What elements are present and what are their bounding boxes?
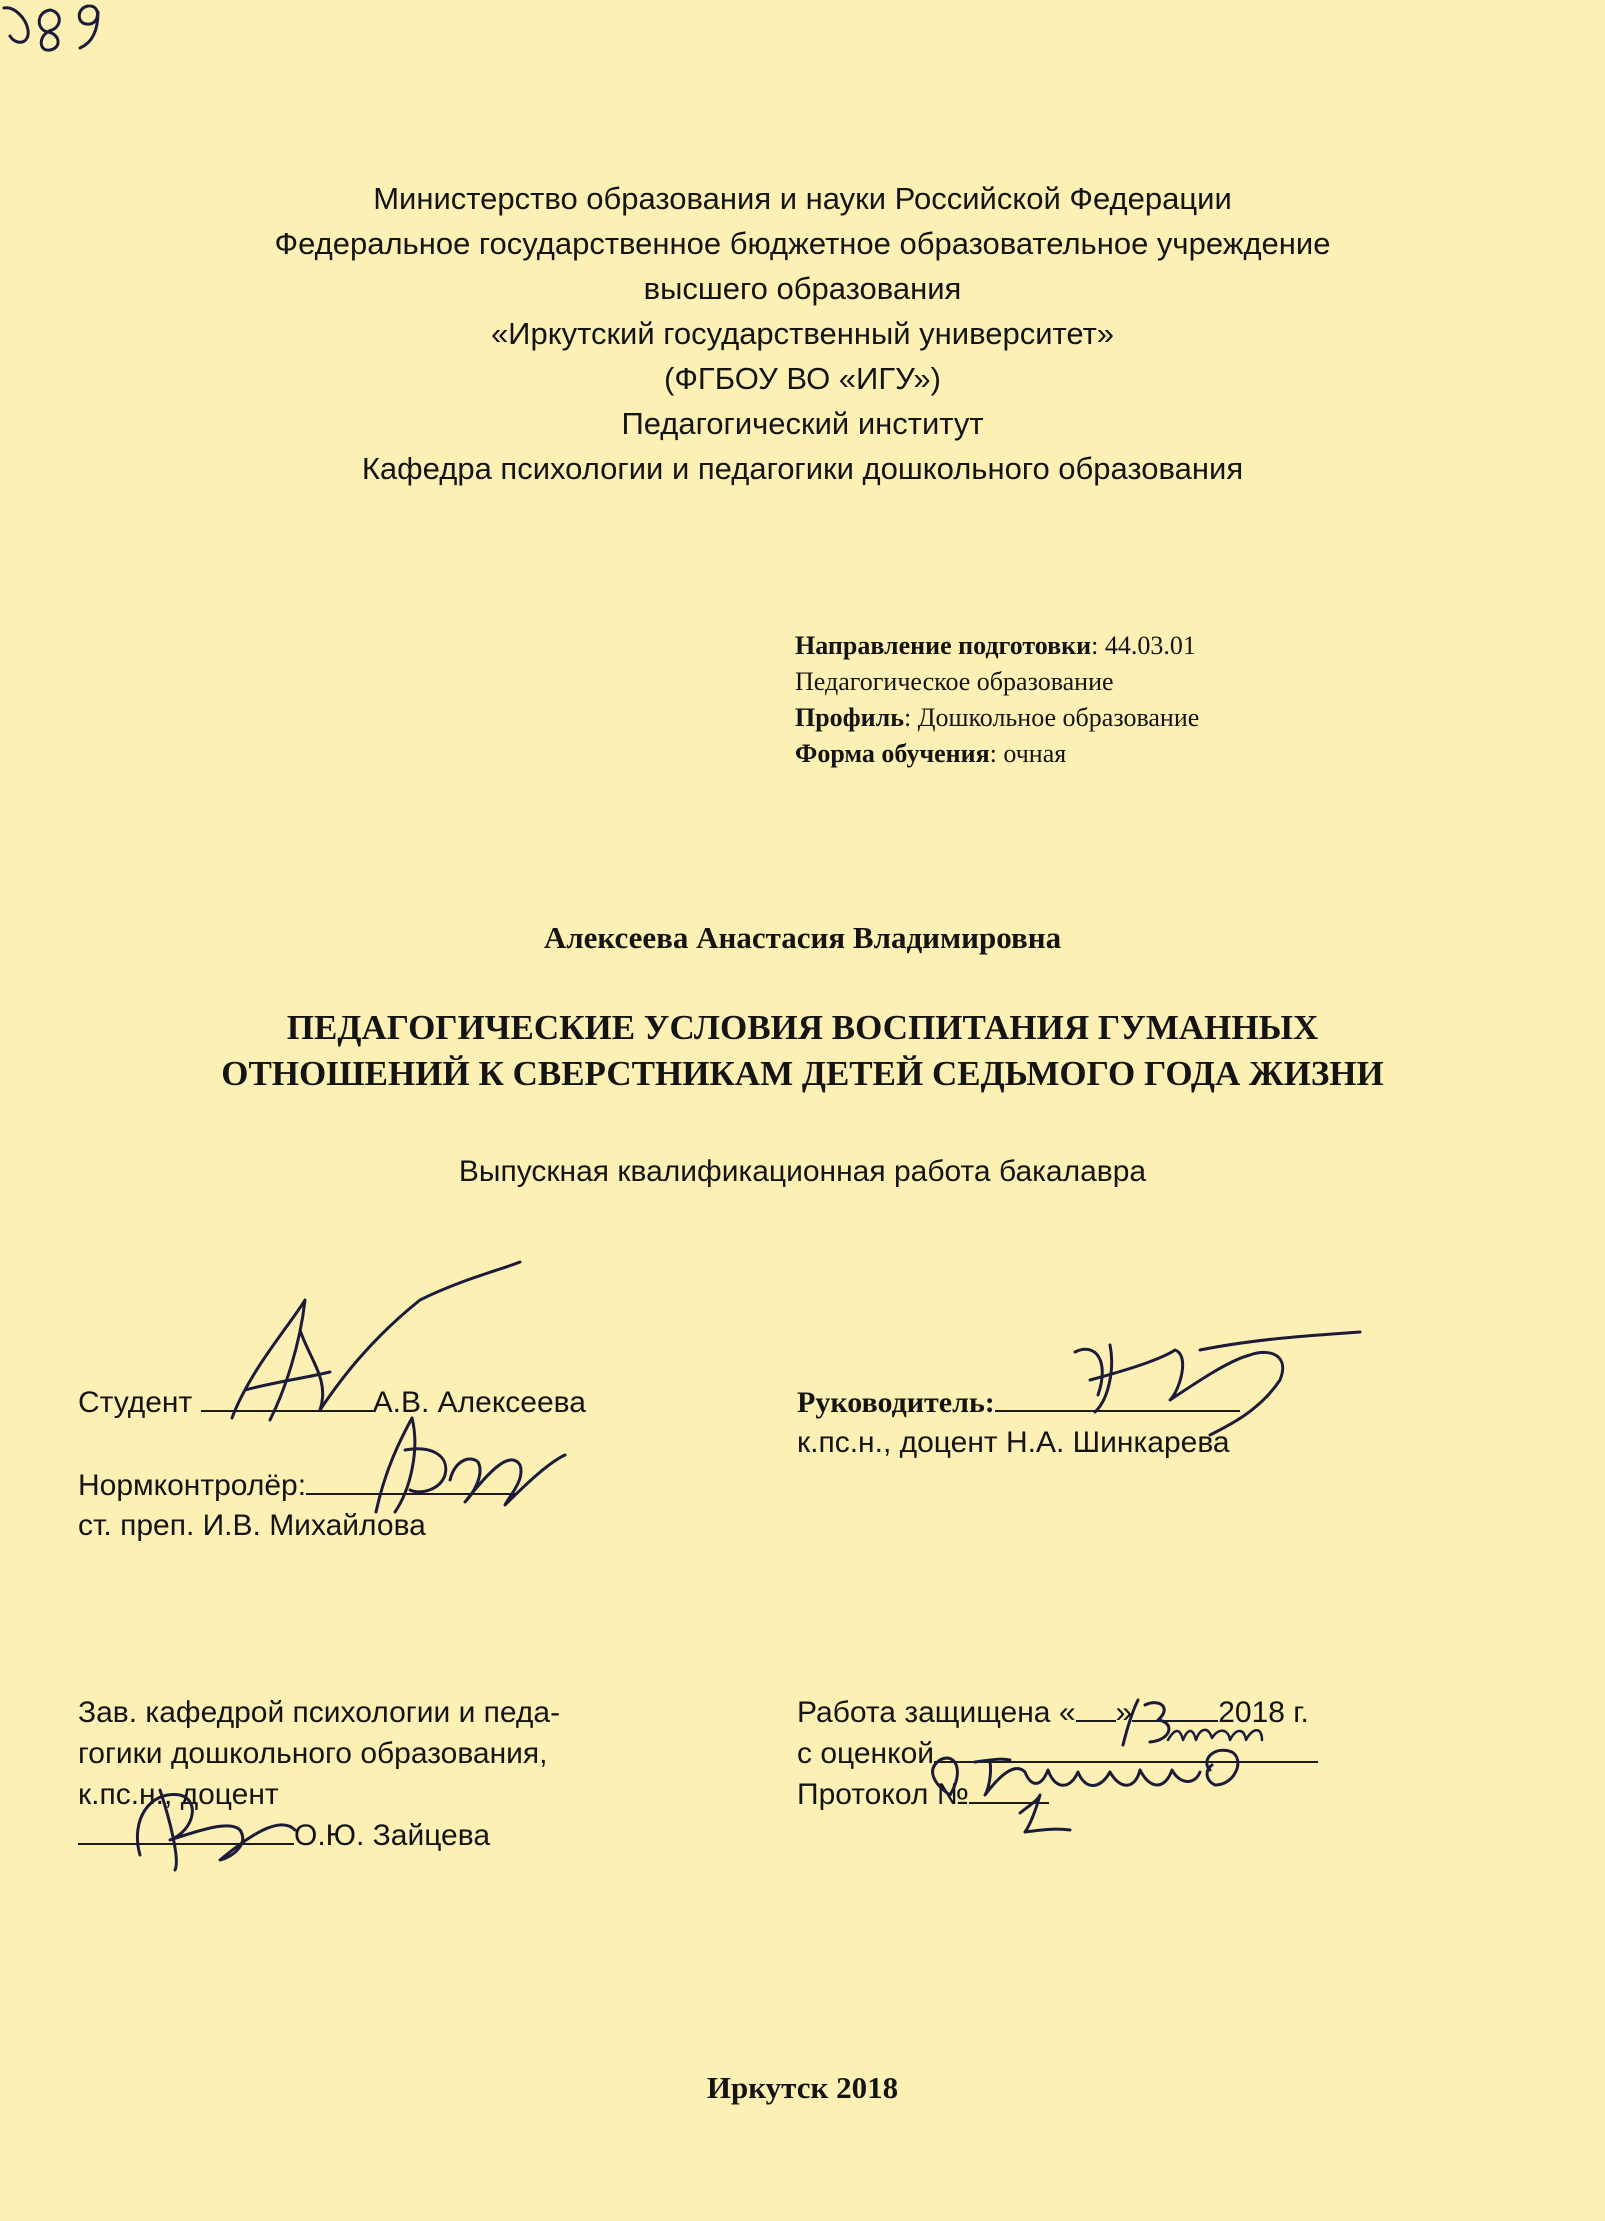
education-level-line: высшего образования: [643, 271, 962, 306]
supervisor-name: к.пс.н., доцент Н.А. Шинкарева: [797, 1426, 1230, 1459]
normcontrol-name: ст. преп. И.В. Михайлова: [78, 1509, 426, 1542]
form-label: Форма обучения: [795, 739, 990, 768]
direction-name: Педагогическое образование: [795, 667, 1114, 696]
form-value: : очная: [989, 739, 1067, 768]
head-degree-line: к.пс.н., доцент: [78, 1778, 279, 1811]
defense-date-row: Работа защищена « » 2018 г.: [797, 1692, 1318, 1733]
day-handwritten-icon: [1123, 1700, 1169, 1745]
head-signature-icon: [137, 1790, 295, 1870]
institute-line: Педагогический институт: [621, 406, 984, 441]
author-name: Алексеева Анастасия Владимировна: [543, 920, 1062, 955]
head-position-line: Зав. кафедрой психологии и педа-: [78, 1696, 561, 1729]
head-position-line: гогики дошкольного образования,: [78, 1737, 548, 1770]
head-name: О.Ю. Зайцева: [294, 1819, 491, 1852]
profile-label: Профиль: [795, 703, 904, 732]
protocol-label: Протокол №: [797, 1778, 969, 1811]
thesis-title-line: ОТНОШЕНИЙ К СВЕРСТНИКАМ ДЕТЕЙ СЕДЬМОГО ГОДА ЖИЗНИ: [221, 1054, 1384, 1093]
protocol-handwritten-icon: [1020, 1795, 1070, 1832]
student-name: А.В. Алексеева: [372, 1386, 586, 1419]
thesis-title-line: ПЕДАГОГИЧЕСКИЕ УСЛОВИЯ ВОСПИТАНИЯ ГУМАННЫХ: [286, 1008, 1319, 1047]
work-type: Выпускная квалификационная работа бакалавра: [458, 1155, 1147, 1188]
normcontrol-signature-icon: [376, 1418, 565, 1512]
direction-label: Направление подготовки: [795, 631, 1092, 660]
defense-year: 2018 г.: [1218, 1696, 1309, 1729]
supervisor-signature-icon: [1075, 1332, 1360, 1435]
month-handwritten-icon: [1168, 1730, 1262, 1740]
direction-code: : 44.03.01: [1091, 631, 1196, 660]
profile-value: : Дошкольное образование: [904, 703, 1200, 732]
city-year: Иркутск 2018: [706, 2070, 899, 2105]
ministry-line: Министерство образования и науки Российской Федерации: [373, 181, 1232, 216]
grade-label: с оценкой: [797, 1737, 935, 1770]
university-type-line: Федеральное государственное бюджетное образовательное учреждение: [274, 226, 1331, 261]
supervisor-label: Руководитель:: [797, 1386, 995, 1419]
university-name-line: «Иркутский государственный университет»: [490, 316, 1115, 351]
grade-handwritten-icon: [933, 1750, 1238, 1795]
university-abbr-line: (ФГБОУ ВО «ИГУ»): [664, 361, 941, 396]
defense-label: Работа защищена «: [797, 1696, 1076, 1729]
student-label: Студент: [78, 1386, 193, 1419]
student-signature-icon: [232, 1262, 520, 1420]
normcontrol-label: Нормконтролёр:: [78, 1469, 307, 1502]
department-line: Кафедра психологии и педагогики дошкольного образования: [361, 451, 1244, 486]
